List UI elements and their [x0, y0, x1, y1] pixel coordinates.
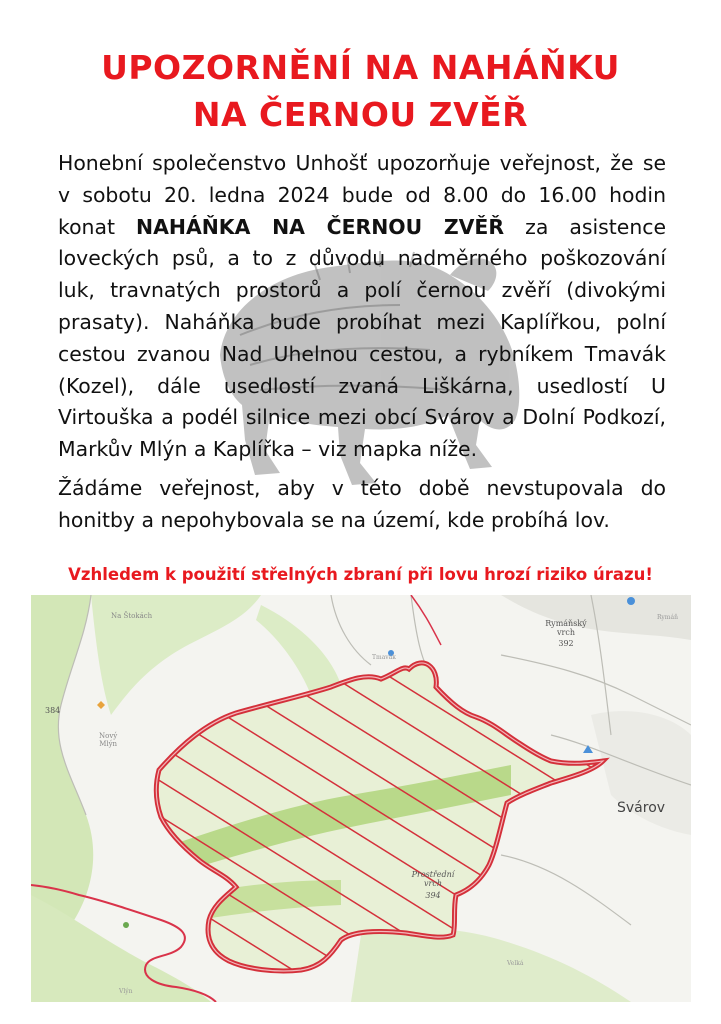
label-novy-mlyn	[99, 733, 117, 748]
label-tmavak: Tmavák	[372, 654, 396, 661]
map-graphic	[31, 595, 691, 1002]
title-line-1: UPOZORNĚNÍ NA NAHÁŇKU	[101, 48, 620, 87]
notice-paragraph-2: Žádáme veřejnost, aby v této době nevstupovala do honitby a nepohybovala se na území, kde probíhá lov.	[58, 475, 666, 532]
label-prostredni-name: Prostřední	[411, 870, 455, 879]
label-rymansky-vrch	[531, 620, 601, 648]
notice-paragraph-1	[58, 148, 666, 466]
label-vlyn: Vlýn	[119, 988, 133, 995]
notice-title	[20, 44, 701, 138]
hunt-area-map	[31, 595, 691, 1002]
label-ryman: Rymáň	[657, 614, 678, 621]
label-na-stokach: Na Štokách	[111, 612, 153, 620]
label-rymansky-elev: 392	[558, 638, 574, 648]
label-elevation-384: 384	[45, 706, 61, 715]
label-rymansky-name: Rymáňský	[545, 619, 587, 628]
label-prostredni-vrch	[403, 871, 463, 900]
paragraph-1-intro: Honební společenstvo Unhošť upozorňuje veřejnost, že se v sobotu 20. ledna 2024 bude od 8.00 do 16.00 hodin konat	[58, 151, 666, 239]
label-mlyn: Mlýn	[99, 739, 118, 748]
injury-warning: Vzhledem k použití střelných zbraní při lovu hrozí riziko úrazu!	[68, 565, 653, 584]
label-prostredni-vrch-word: vrch	[424, 878, 442, 888]
label-svarov: Svárov	[617, 800, 666, 816]
title-line-2: NA ČERNOU ZVĚŘ	[192, 95, 529, 134]
label-prostredni-elev: 394	[425, 890, 441, 900]
label-rymansky-vrch-word: vrch	[557, 627, 575, 637]
label-novy: Nový	[99, 732, 118, 740]
hunt-name-bold: NAHÁŇKA NA ČERNOU ZVĚŘ	[136, 214, 505, 239]
notice-body	[58, 148, 666, 537]
label-velka: Velká	[507, 960, 524, 967]
paragraph-1-details: za asistence loveckých psů, a to z důvodu nadměrného poškozování luk, travnatých prostorů a polí černou zvěří (divokými prasaty). Naháňka bude probíhat mezi Kaplířkou, polní cestou zvanou Nad Uhelnou cestou, a rybníkem Tmavák (Kozel), dále usedlostí zvaná Liškárna, usedlostí U Virtouška a podél silnice mezi obcí Svárov a Dolní Podkozí, Markův Mlýn a Kaplířka – viz mapka níže.	[58, 214, 667, 462]
